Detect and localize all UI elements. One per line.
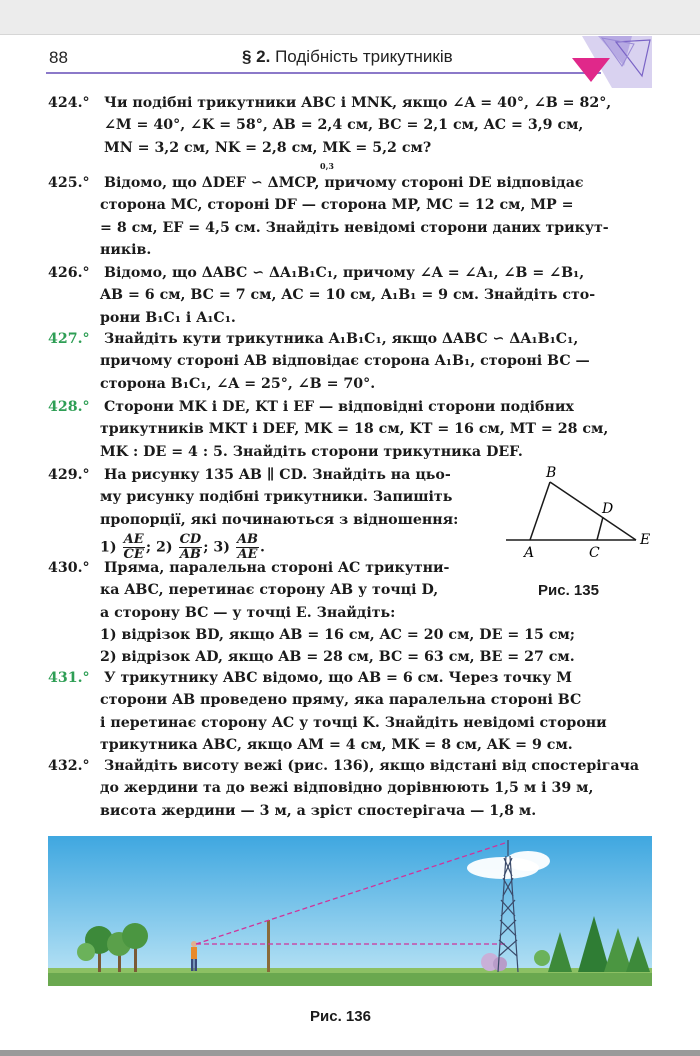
- problem-text-line: На рисунку 135 AB ∥ CD. Знайдіть на цьо-: [104, 467, 451, 483]
- problem-text-line: причому стороні AB відповідає сторона A₁B₁, стороні BC —: [100, 353, 590, 370]
- problem-text-line: сторона MC, стороні DF — сторона MP, MC = 12 см, MP =: [100, 197, 574, 214]
- problem-text-line: 1) відрізок BD, якщо AB = 16 см, AC = 20 см, DE = 15 см;: [100, 626, 576, 643]
- problem-text-line: Знайдіть висоту вежі (рис. 136), якщо відстані від спостерігача: [104, 758, 640, 774]
- ratio-denominator: AE: [237, 546, 258, 562]
- figure-136: [48, 836, 652, 986]
- problem-text-line: Чи подібні трикутники ABC і MNK, якщо ∠A = 40°, ∠B = 82°,: [104, 95, 612, 111]
- page-number: 88: [49, 48, 68, 67]
- problem-text-line: ників.: [100, 241, 152, 258]
- problem-text-line: ка ABC, перетинає сторону AB у точці D,: [100, 582, 439, 599]
- ratio-separator: ;: [145, 539, 152, 556]
- problem-432: [48, 755, 639, 822]
- problem-text-line: Знайдіть кути трикутника A₁B₁C₁, якщо ΔABC ∽ ΔA₁B₁C₁,: [104, 331, 579, 347]
- problem-text-line: ∠M = 40°, ∠K = 58°, AB = 2,4 см, BC = 2,1 см, AC = 3,9 см,: [104, 117, 584, 134]
- problem-text-line: до жердини та до вежі відповідно дорівнюють 1,5 м і 39 м,: [100, 780, 594, 797]
- problem-text-line: висота жердини — 3 м, а зріст спостерігача — 1,8 м.: [100, 802, 537, 819]
- point-label-C: C: [589, 545, 600, 561]
- corner-decoration: [572, 36, 652, 88]
- problem-text-line: і перетинає сторону AC у точці K. Знайдіть невідомі сторони: [100, 714, 607, 731]
- ratio-separator: .: [260, 539, 265, 556]
- problem-text-line: трикутників MKT і DEF, MK = 18 см, KT = 16 см, MT = 28 см,: [100, 421, 609, 438]
- pole: [267, 920, 270, 972]
- problem-427: [48, 328, 590, 395]
- ratio-label: 2): [156, 539, 173, 556]
- ratio-numerator: AE: [123, 531, 144, 547]
- problem-number: 427.°: [48, 331, 90, 347]
- grass: [48, 972, 652, 986]
- point-label-B: B: [546, 465, 557, 481]
- problem-number: 424.°: [48, 95, 90, 111]
- segment-AB: [530, 482, 550, 540]
- problem-426: [48, 262, 595, 329]
- header-rule: [46, 72, 601, 74]
- ratio-denominator: AB: [179, 546, 201, 562]
- problem-431: [48, 667, 607, 756]
- problem-number: 428.°: [48, 399, 90, 415]
- problem-text-line: Пряма, паралельна стороні AC трикутни-: [104, 560, 450, 576]
- problem-number: 430.°: [48, 560, 90, 576]
- problem-text-line: MK : DE = 4 : 5. Знайдіть сторони трикутника DEF.: [100, 443, 523, 460]
- figure-136-caption: Рис. 136: [310, 1008, 371, 1025]
- problem-428: [48, 396, 608, 463]
- section-title: Подібність трикутників: [270, 47, 453, 66]
- problem-text-line: му рисунку подібні трикутники. Запишіть: [100, 489, 453, 506]
- problem-number: 429.°: [48, 467, 90, 483]
- problem-text-line: AB = 6 см, BC = 7 см, AC = 10 см, A₁B₁ = 9 см. Знайдіть сто-: [100, 287, 596, 304]
- problem-text-line: Відомо, що ΔDEF ∽ ΔMCP, причому стороні DE відповідає: [104, 175, 584, 191]
- similarity-coefficient: 0,3: [320, 161, 334, 171]
- problem-text-line: Сторони MK і DE, KT і EF — відповідні сторони подібних: [104, 399, 574, 415]
- problem-number: 426.°: [48, 265, 90, 281]
- problem-429: [48, 464, 458, 562]
- ratio-denominator: CE: [123, 546, 144, 562]
- problem-text-line: рони B₁C₁ і A₁C₁.: [100, 309, 236, 326]
- cloud: [506, 851, 550, 871]
- point-label-D: D: [602, 501, 614, 517]
- viewer-top-bar: [0, 0, 700, 35]
- ratio-label: 1): [100, 539, 117, 556]
- point-label-E: E: [640, 532, 651, 548]
- ratio-label: 3): [213, 539, 230, 556]
- figure-135-caption: Рис. 135: [538, 582, 599, 599]
- section-number: § 2.: [242, 47, 271, 66]
- problem-text-line: а сторону BC — у точці E. Знайдіть:: [100, 604, 396, 621]
- figure-135: [502, 462, 662, 562]
- viewer-bottom-bar: [0, 1050, 700, 1056]
- problem-text-line: 2) відрізок AD, якщо AB = 28 см, BC = 63 см, BE = 27 см.: [100, 649, 575, 666]
- problem-text-line: Відомо, що ΔABC ∽ ΔA₁B₁C₁, причому ∠A = ∠A₁, ∠B = ∠B₁,: [104, 265, 585, 281]
- problem-text-line: У трикутнику ABC відомо, що AB = 6 см. Через точку M: [104, 670, 573, 686]
- segment-CD: [597, 517, 603, 540]
- problem-text-line: MN = 3,2 см, NK = 2,8 см, MK = 5,2 см?: [104, 139, 432, 156]
- problem-text-line: трикутника ABC, якщо AM = 4 см, MK = 8 см, AK = 9 см.: [100, 736, 573, 753]
- problem-424: [48, 92, 611, 159]
- problem-text-line: пропорції, які починаються з відношення:: [100, 511, 459, 528]
- problem-number: 431.°: [48, 670, 90, 686]
- ratio-numerator: CD: [179, 531, 202, 547]
- shrub: [493, 957, 507, 971]
- ratio-separator: ;: [203, 539, 209, 556]
- problem-425: [48, 161, 609, 261]
- problem-text-line: сторона B₁C₁, ∠A = 25°, ∠B = 70°.: [100, 375, 376, 392]
- problem-text-line: = 8 см, EF = 4,5 см. Знайдіть невідомі сторони даних трикут-: [100, 219, 609, 236]
- problem-430: [48, 557, 575, 668]
- problem-number: 425.°: [48, 175, 90, 191]
- problem-number: 432.°: [48, 758, 90, 774]
- ratio-numerator: AB: [236, 531, 259, 547]
- chapter-title: [242, 47, 453, 67]
- point-label-A: A: [524, 545, 535, 561]
- line-BE: [550, 482, 636, 540]
- problem-text-line: сторони AB проведено пряму, яка паралельна стороні BC: [100, 692, 582, 709]
